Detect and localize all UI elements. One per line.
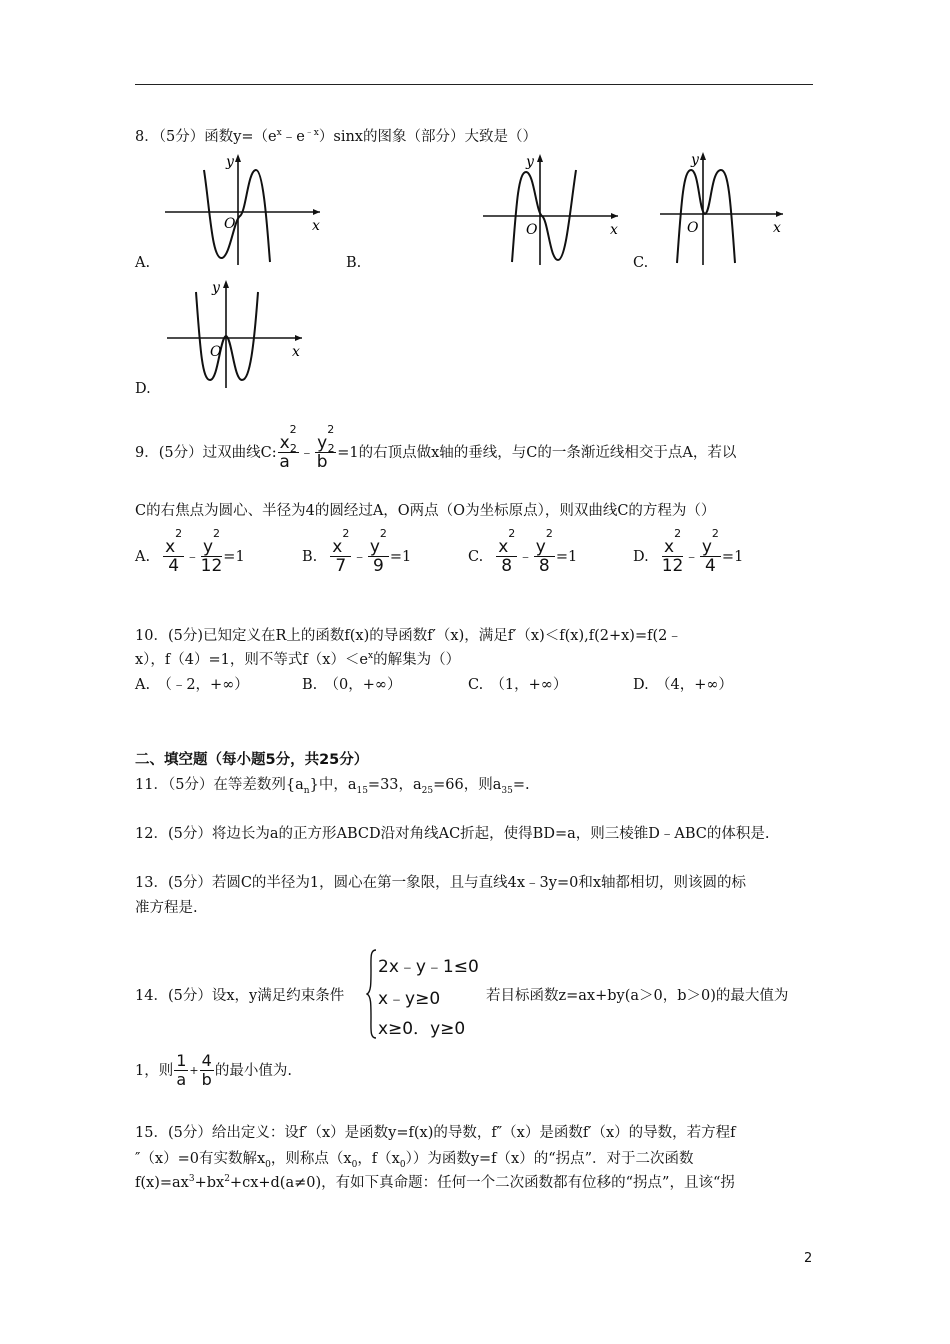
q8-graph-d [162, 276, 312, 396]
svg-text:y: y [212, 280, 220, 296]
q15-line1: 15．(5分）给出定义：设f′（x）是函数y=f(x)的导数，f″（x）是函数f′（x）的导数，若方程f [135, 1125, 736, 1141]
q14-constraint-system [366, 948, 486, 1040]
q8-label-b: B. [346, 255, 362, 271]
svg-text:O: O [687, 220, 699, 236]
q9-line2: C的右焦点为圆心、半径为4的圆经过A，O两点（O为坐标原点），则双曲线C的方程为（） [135, 503, 716, 519]
q8-graph-a [160, 150, 330, 272]
q14-constraint-3: x≥0．y≥0 [378, 1019, 466, 1039]
section-2-title: 二、填空题（每小题5分，共25分） [135, 752, 369, 768]
svg-text:O: O [210, 344, 222, 360]
q15-line3: $f(x)=ax^3+bx^2+cx+d(a\ne 0)$，有如下真命题：任何一个二次函数都有位移的“拐点”，且该“拐 [135, 1174, 735, 1191]
q8-graph-b [478, 150, 628, 272]
q14-pre: 14．(5分）设x，y满足约束条件 [135, 988, 345, 1004]
q10-line1: 10．(5分)已知定义在R上的函数f(x)的导函数f′（x)，满足f′（x)＜f(x),f(2+x)=f(2﹣ [135, 628, 682, 644]
q10-option-c: C. （1，+∞） [468, 677, 568, 693]
header-rule [135, 84, 813, 85]
q9-option-b: B. $\frac{x^2}{7}$ ﹣ $\frac{y^2}{9}$ =1 [302, 527, 412, 576]
svg-text:y: y [226, 154, 234, 170]
svg-text:y: y [691, 152, 699, 168]
q14-constraint-1: 2x﹣y﹣1≤0 [378, 957, 479, 977]
left-brace-icon [366, 948, 378, 1040]
q10-option-b: B. （0，+∞） [302, 677, 402, 693]
q11-text: 11．（5分）在等差数列$\{a_n\}$中，$a_{15}=33$，$a_{25}=66$，则$a_{35}=$. [135, 777, 530, 796]
page-number: 2 [804, 1251, 813, 1266]
q9-option-c: C. $\frac{x^2}{8}$ ﹣ $\frac{y^2}{8}$ =1 [468, 527, 578, 576]
svg-text:O: O [526, 222, 538, 238]
q8-stem: 8．（5分）函数$y=(e^x﹣e^{﹣x})\sin x$的图象（部分）大致是（） [135, 128, 537, 145]
svg-text:x: x [610, 222, 618, 238]
q8-label-a: A. [135, 255, 151, 271]
q13-line2: 准方程是. [135, 900, 198, 916]
q8-label-c: C. [633, 255, 649, 271]
q14-post: 若目标函数z=ax+by(a＞0，b＞0)的最大值为 [486, 988, 789, 1004]
q9-line1: 9．(5分）过双曲线C: $\frac{x^2}{a^2}$ ﹣ $\frac{y^2}{b^2}$ =1的右顶点做x轴的垂线，与C的一条渐近线相交于点A，若以 [135, 423, 737, 472]
q12-text: 12．(5分）将边长为a的正方形ABCD沿对角线AC折起，使得BD=a，则三棱锥D﹣ABC的体积是. [135, 826, 770, 842]
q14-constraint-2: x﹣y≥0 [378, 989, 441, 1009]
q9-option-a: A. $\frac{x^2}{4}$ ﹣ $\frac{y^2}{12}$ =1 [135, 527, 245, 576]
svg-text:x: x [773, 220, 781, 236]
q10-option-a: A. （﹣2，+∞） [135, 677, 249, 693]
q15-line2: ″（x）=0有实数解$x_0$，则称点（$x_0$，$f(x_0)$）为函数y=f（x）的“拐点”．对于二次函数 [135, 1151, 694, 1170]
q9-option-d: D. $\frac{x^2}{12}$ ﹣ $\frac{y^2}{4}$ =1 [633, 527, 744, 576]
q13-line1: 13．(5分）若圆C的半径为1，圆心在第一象限，且与直线4x﹣3y=0和x轴都相切，则该圆的标 [135, 875, 747, 891]
q8-graph-c [655, 148, 790, 272]
svg-text:x: x [312, 218, 320, 234]
svg-text:y: y [526, 154, 534, 170]
svg-text:x: x [292, 344, 300, 360]
q10-line2: x），f（4）=1，则不等式$f(x)<e^x$的解集为（） [135, 651, 461, 668]
q10-option-d: D. （4，+∞） [633, 677, 733, 693]
q14-line2: 1，则 $\frac{1}{a}$ + $\frac{4}{b}$ 的最小值为. [135, 1051, 292, 1089]
svg-text:O: O [224, 216, 236, 232]
q8-label-d: D. [135, 381, 151, 397]
